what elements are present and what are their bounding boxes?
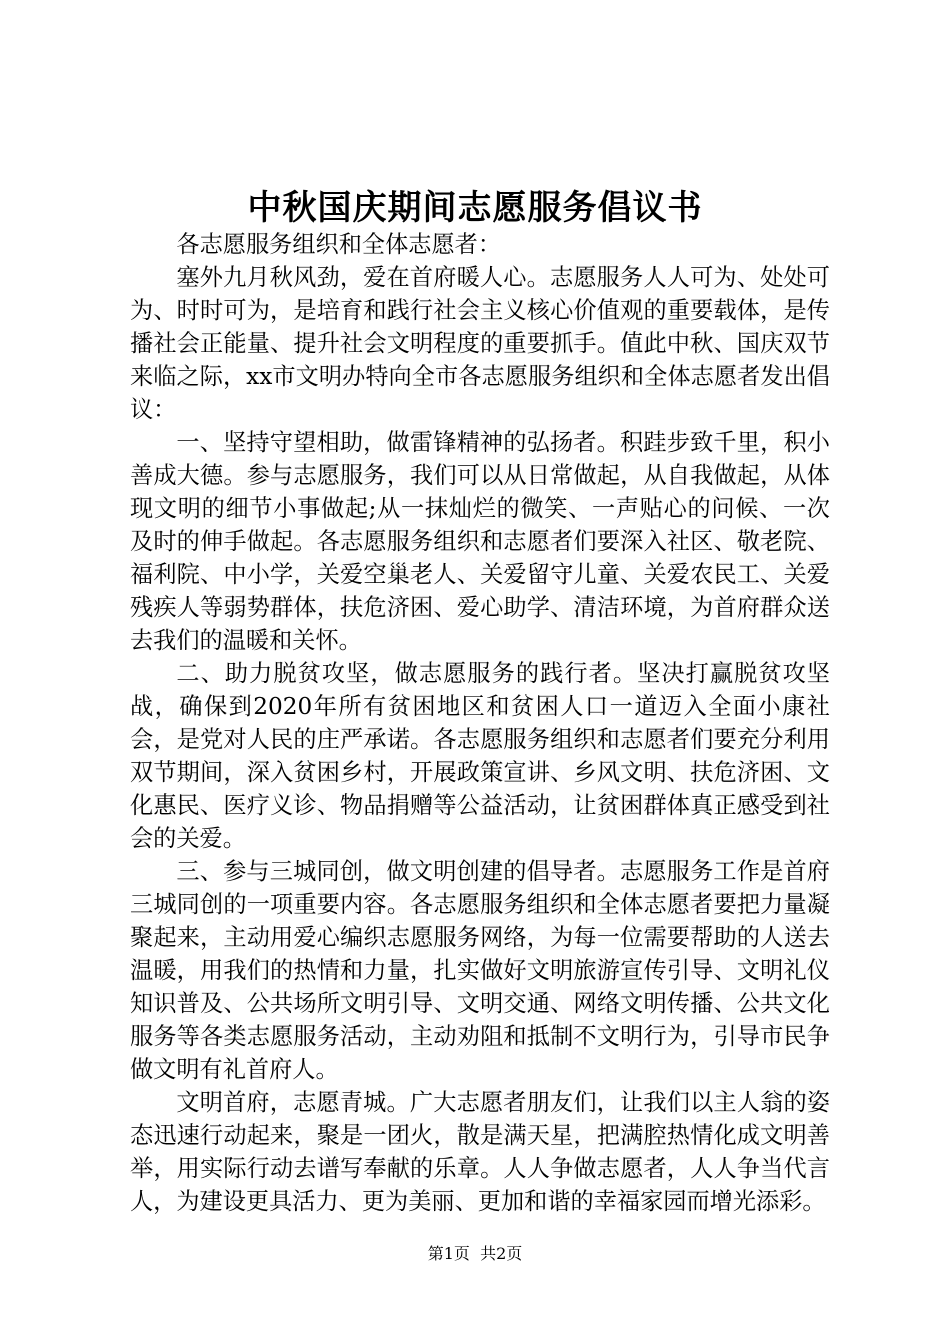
proposal-paragraph-1: 一、坚持守望相助，做雷锋精神的弘扬者。积跬步致千里，积小善成大德。参与志愿服务，我们可以从日常做起，从自我做起，从体现文明的细节小事做起;从一抹灿烂的微笑、一声贴心的问候、一次及时的伸手做起。各志愿服务组织和志愿者们要深入社区、敬老院、福利院、中小学，关爱空巢老人、关爱留守儿童、关爱农民工、关爱残疾人等弱势群体，扶危济困、爱心助学、清洁环境，为首府群众送去我们的温暖和关怀。 [130,429,830,654]
proposal-paragraph-2: 二、助力脱贫攻坚，做志愿服务的践行者。坚决打赢脱贫攻坚战，确保到2020年所有贫困地区和贫困人口一道迈入全面小康社会，是党对人民的庄严承诺。各志愿服务组织和志愿者们要充分利用双节期间，深入贫困乡村，开展政策宣讲、乡风文明、扶危济困、文化惠民、医疗义诊、物品捐赠等公益活动，让贫困群体真正感受到社会的关爱。 [130,660,830,852]
closing-paragraph: 文明首府，志愿青城。广大志愿者朋友们，让我们以主人翁的姿态迅速行动起来，聚是一团火，散是满天星，把满腔热情化成文明善举，用实际行动去谱写奉献的乐章。人人争做志愿者，人人争当代言人，为建设更具活力、更为美丽、更加和谐的幸福家园而增光添彩。 [130,1089,830,1215]
page-footer: 第1页 共2页 [427,1244,523,1263]
document-title: 中秋国庆期间志愿服务倡议书 [247,188,703,228]
proposal-paragraph-3: 三、参与三城同创，做文明创建的倡导者。志愿服务工作是首府三城同创的一项重要内容。各志愿服务组织和全体志愿者要把力量凝聚起来，主动用爱心编织志愿服务网络，为每一位需要帮助的人送去温暖，用我们的热情和力量，扎实做好文明旅游宣传引导、文明礼仪知识普及、公共场所文明引导、文明交通、网络文明传播、公共文化服务等各类志愿服务活动，主动劝阻和抵制不文明行为，引导市民争做文明有礼首府人。 [130,858,830,1083]
document-body [130,228,830,1218]
intro-paragraph: 塞外九月秋风劲，爱在首府暖人心。志愿服务人人可为、处处可为、时时可为，是培育和践行社会主义核心价值观的重要载体，是传播社会正能量、提升社会文明程度的重要抓手。值此中秋、国庆双节来临之际，xx市文明办特向全市各志愿服务组织和全体志愿者发出倡议： [130,264,830,423]
salutation: 各志愿服务组织和全体志愿者： [176,231,502,258]
